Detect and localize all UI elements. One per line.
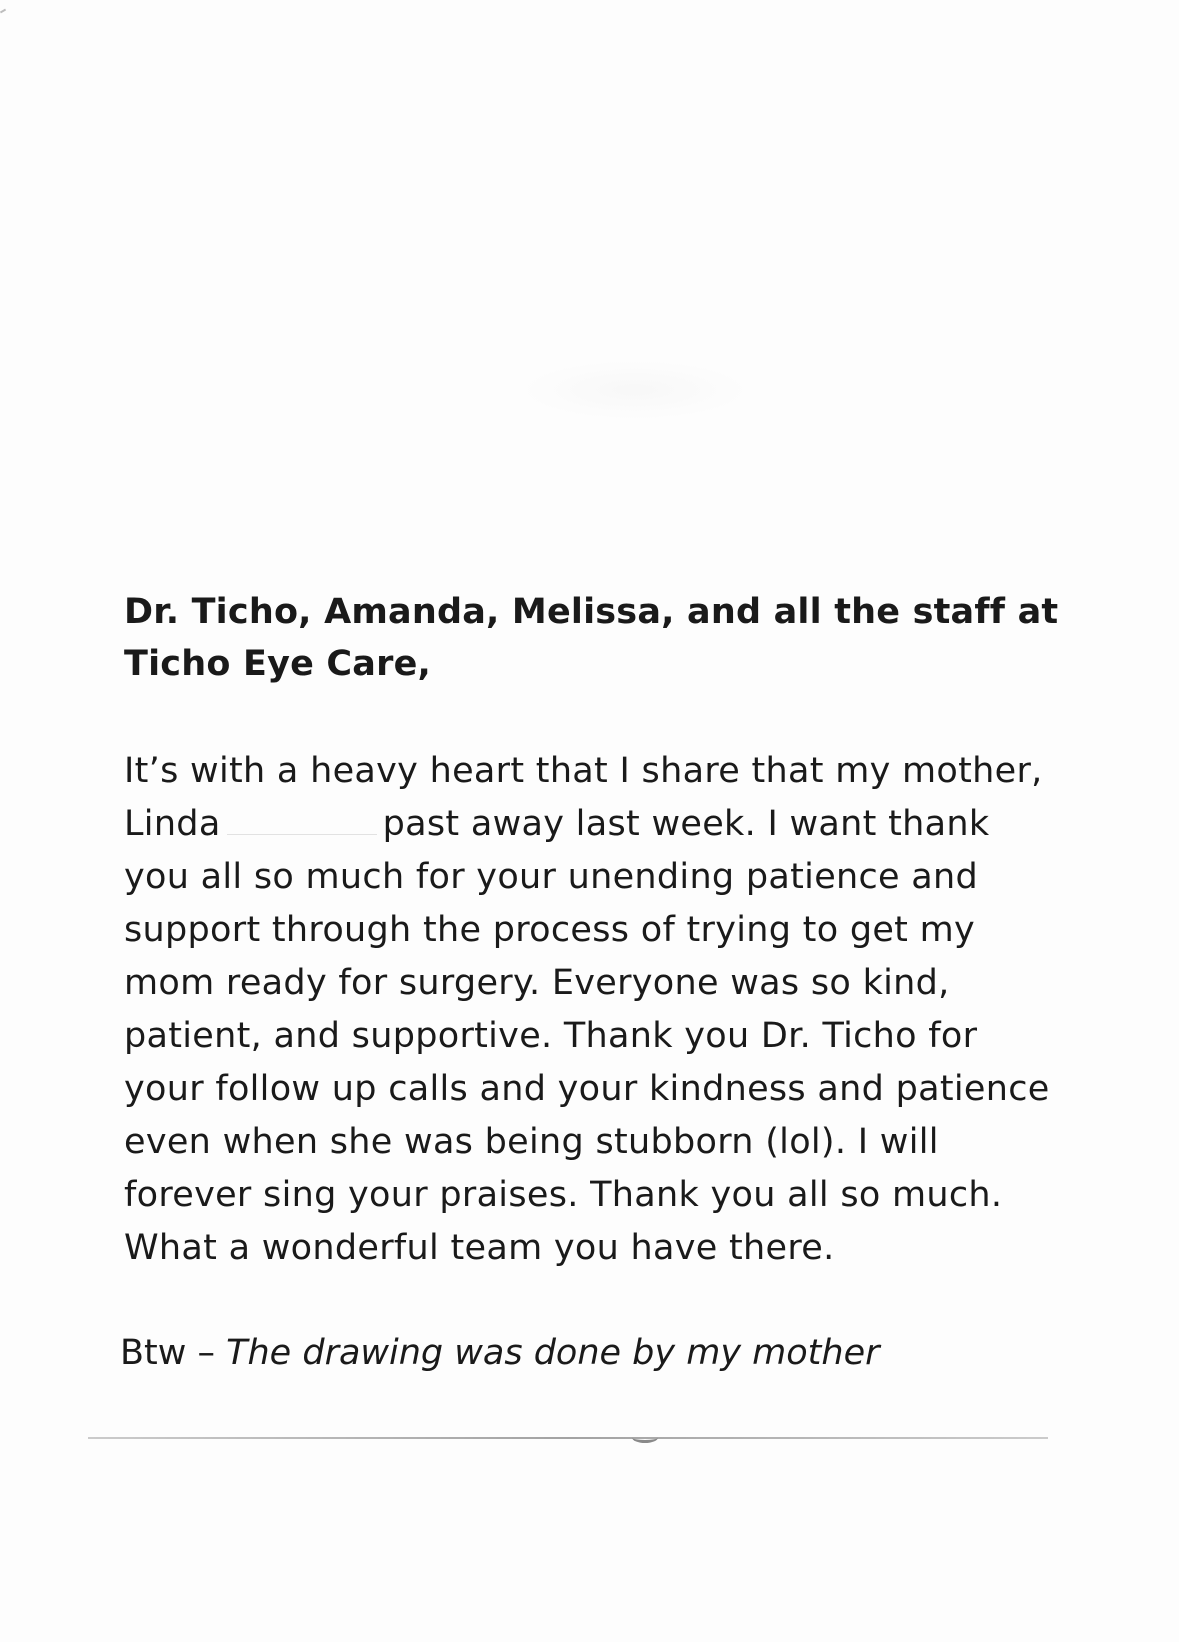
body-line-7: your follow up calls and your kindness and patience <box>124 1069 1050 1109</box>
redacted-surname <box>227 804 377 835</box>
body-line-5: mom ready for surgery. Everyone was so kind, <box>124 963 950 1003</box>
body-line-2-start: Linda <box>124 804 221 844</box>
postscript-label: Btw – <box>120 1333 227 1373</box>
postscript-text: The drawing was done by my mother <box>226 1333 880 1373</box>
body-line-2-end: past away last week. I want thank <box>382 804 990 844</box>
body-line-2 <box>124 798 1084 851</box>
corner-scan-mark <box>0 9 6 14</box>
salutation-line-2: Ticho Eye Care, <box>124 644 432 684</box>
salutation <box>124 586 1084 690</box>
body-line-10: What a wonderful team you have there. <box>124 1228 835 1268</box>
scan-smudge <box>520 360 750 420</box>
body-line-3: you all so much for your unending patience and <box>124 857 979 897</box>
drawing-baseline <box>88 1437 1048 1439</box>
letter-body <box>124 745 1084 1275</box>
letter <box>120 586 1084 1379</box>
postscript <box>120 1327 1084 1379</box>
salutation-line-1: Dr. Ticho, Amanda, Melissa, and all the staff at <box>124 592 1059 632</box>
body-line-8: even when she was being stubborn (lol). I will <box>124 1122 939 1162</box>
drawing-mark <box>632 1432 658 1443</box>
body-line-9: forever sing your praises. Thank you all so much. <box>124 1175 1003 1215</box>
body-line-1: It’s with a heavy heart that I share that my mother, <box>124 751 1043 791</box>
body-line-4: support through the process of trying to get my <box>124 910 976 950</box>
body-line-6: patient, and supportive. Thank you Dr. Ticho for <box>124 1016 978 1056</box>
